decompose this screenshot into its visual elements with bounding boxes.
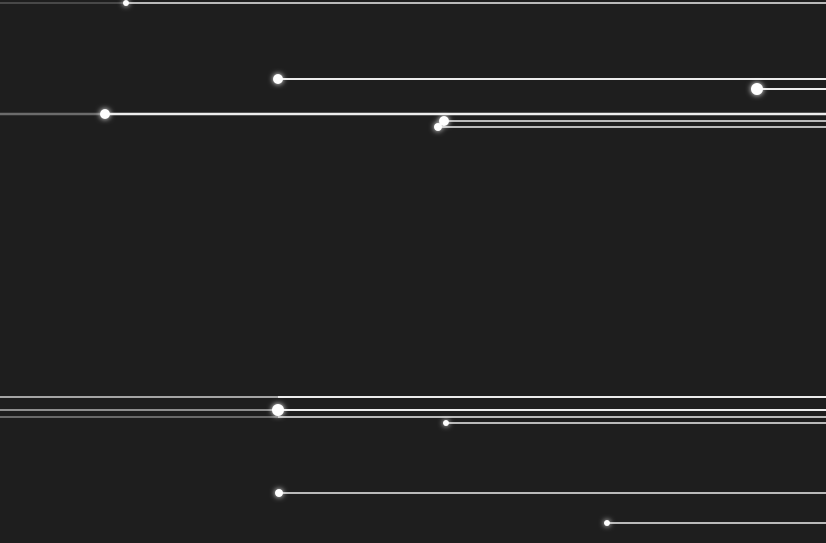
glow-dot — [443, 420, 449, 426]
glow-dot — [272, 404, 284, 416]
glow-dot — [100, 109, 110, 119]
glow-dot — [273, 74, 283, 84]
glow-dot — [275, 489, 283, 497]
glow-dot — [123, 0, 129, 6]
glow-dot — [604, 520, 610, 526]
glow-dot — [751, 83, 763, 95]
glow-dot — [434, 123, 442, 131]
